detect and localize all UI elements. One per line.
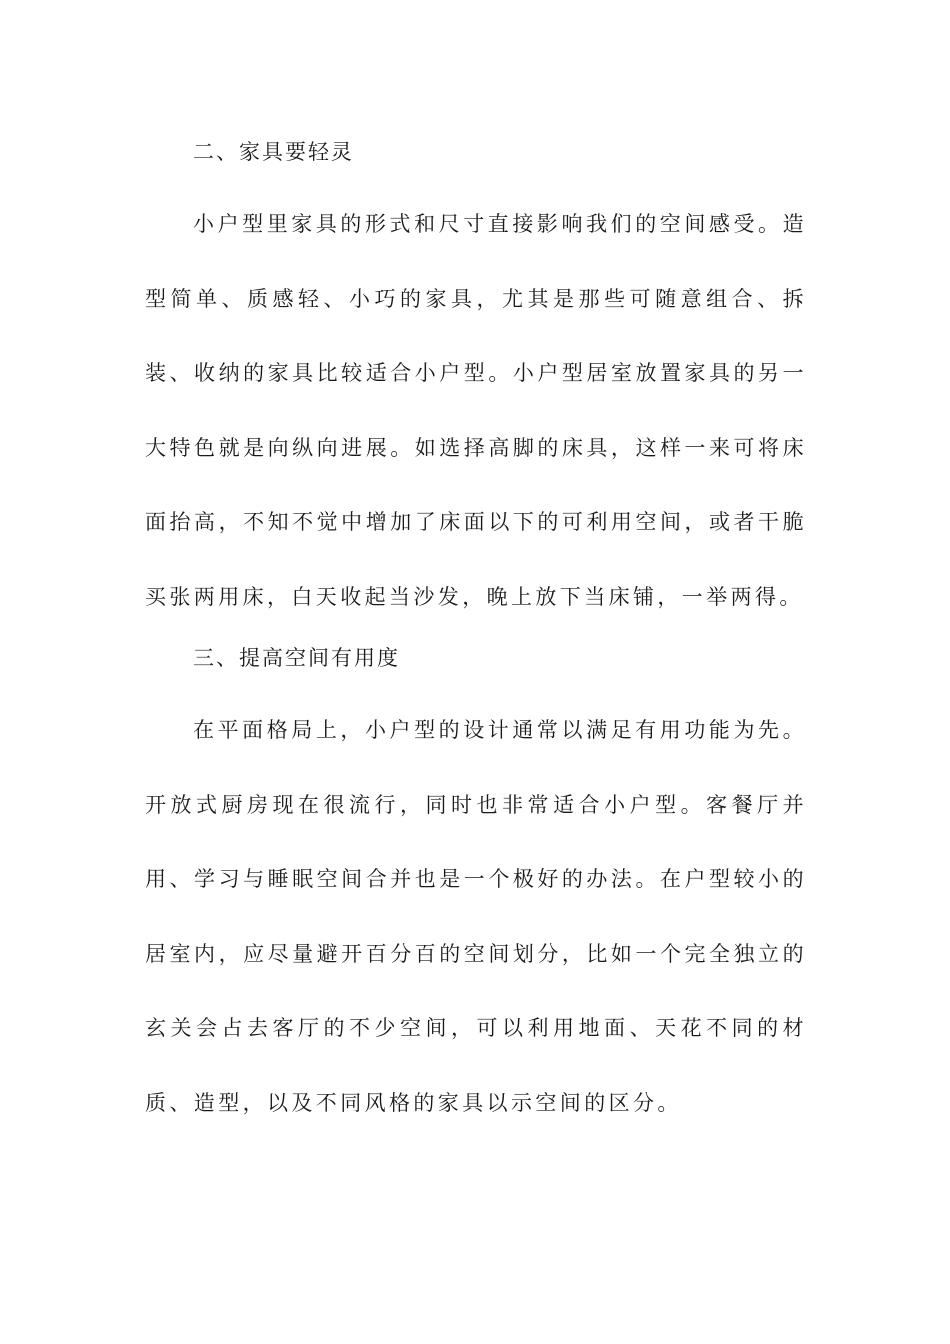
section-heading-furniture: 二、家具要轻灵 [193,140,354,164]
section-heading-space-usage: 三、提高空间有用度 [193,646,400,670]
document-body [145,126,807,1140]
section-paragraph-furniture: 小户型里家具的形式和尺寸直接影响我们的空间感受。造型简单、质感轻、小巧的家具，尤其是那些可随意组合、拆装、收纳的家具比较适合小户型。小户型居室放置家具的另一大特色就是向纵向进展。如选择高脚的床具，这样一来可将床面抬高，不知不觉中增加了床面以下的可利用空间，或者干脆买张两用床，白天收起当沙发，晚上放下当床铺，一举两得。 [145,212,807,609]
section-paragraph-space-usage: 在平面格局上，小户型的设计通常以满足有用功能为先。开放式厨房现在很流行，同时也非常适合小户型。客餐厅并用、学习与睡眠空间合并也是一个极好的办法。在户型较小的居室内，应尽量避开百分百的空间划分，比如一个完全独立的玄关会占去客厅的不少空间，可以利用地面、天花不同的材质、造型，以及不同风格的家具以示空间的区分。 [145,718,807,1115]
